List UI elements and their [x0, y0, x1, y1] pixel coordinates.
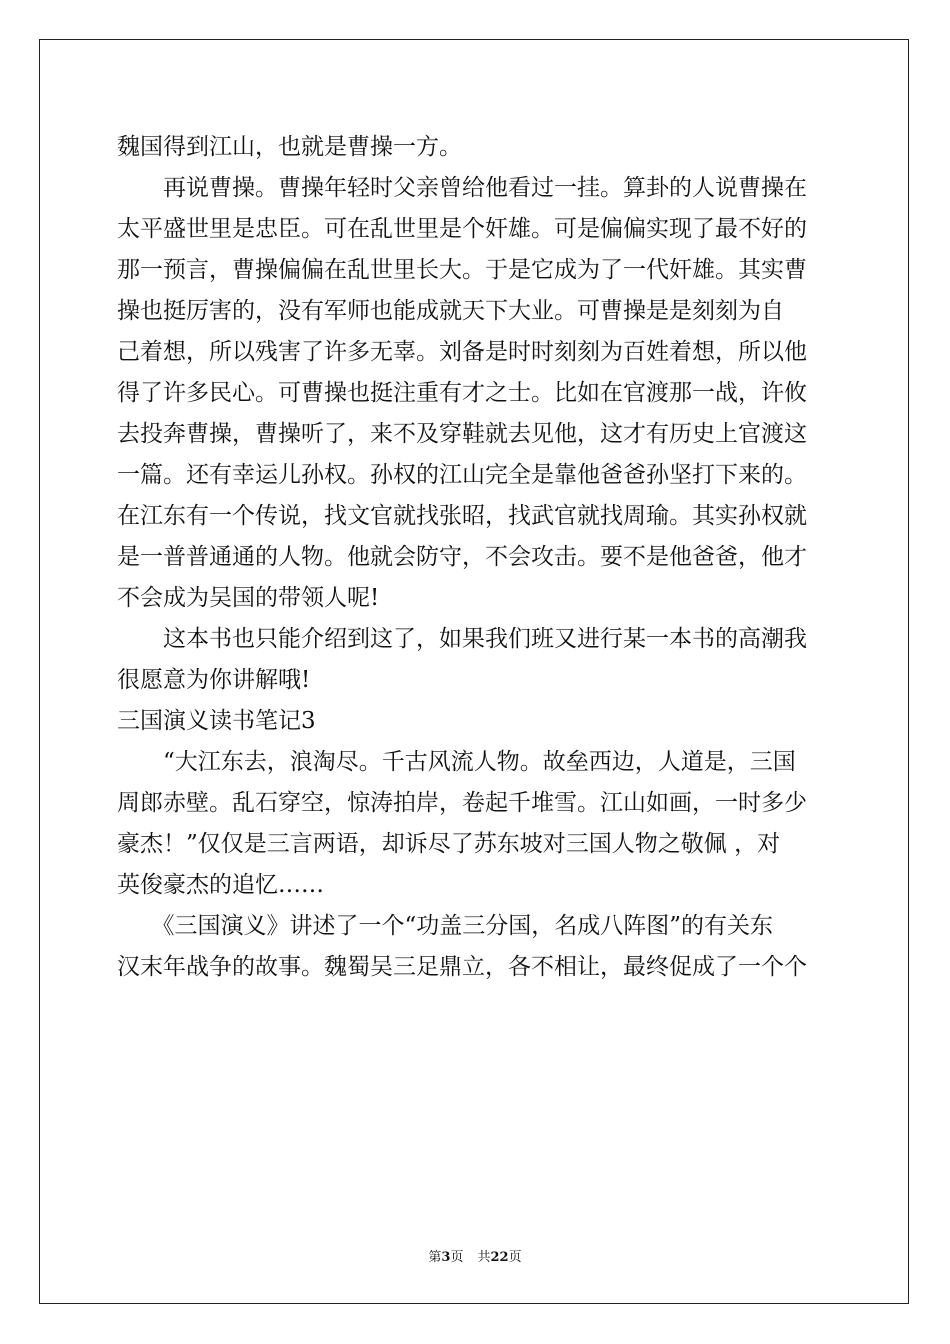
text-line: 英俊豪杰的追忆……	[117, 872, 324, 898]
text-line: 一篇。还有幸运儿孙权。孙权的江山完全是靠他爸爸孙坚打下来的。	[117, 462, 807, 488]
text-line: 太平盛世里是忠臣。可在乱世里是个奸雄。可是偏偏实现了最不好的	[117, 216, 807, 242]
page-unit: 页	[450, 1250, 464, 1265]
text-line: 己着想，所以残害了许多无辜。刘备是时时刻刻为百姓着想，所以他	[117, 339, 807, 365]
page-number: 3	[441, 1250, 451, 1265]
text-line: 很愿意为你讲解哦!	[117, 667, 311, 693]
document-body	[117, 127, 835, 988]
text-line: 去投奔曹操，曹操听了，来不及穿鞋就去见他，这才有历史上官渡这	[117, 421, 807, 447]
text-line: 豪杰！”仅仅是三言两语，却诉尽了苏东坡对三国人物之敬佩 ，对	[117, 831, 781, 857]
text-line: 《三国演义》讲述了一个“功盖三分国，名成八阵图”的有关东	[117, 913, 774, 939]
total-prefix: 共	[477, 1250, 491, 1265]
page-footer	[0, 1246, 950, 1265]
page-total: 22	[490, 1250, 509, 1265]
text-line: 得了许多民心。可曹操也挺注重有才之士。比如在官渡那一战，许攸	[117, 380, 807, 406]
section-heading: 三国演义读书笔记3	[117, 708, 316, 734]
text-line: “大江东去，浪淘尽。千古风流人物。故垒西边，人道是，三国	[117, 749, 796, 775]
text-line: 不会成为吴国的带领人呢!	[117, 585, 380, 611]
page-prefix: 第	[428, 1250, 442, 1265]
text-line: 汉末年战争的故事。魏蜀吴三足鼎立，各不相让，最终促成了一个个	[117, 954, 807, 980]
text-line: 是一普普通通的人物。他就会防守，不会攻击。要不是他爸爸，他才	[117, 544, 807, 570]
text-line: 操也挺厉害的，没有军师也能成就天下大业。可曹操是是刻刻为自	[117, 298, 784, 324]
text-line: 再说曹操。曹操年轻时父亲曾给他看过一挂。算卦的人说曹操在	[117, 175, 807, 201]
text-line: 在江东有一个传说，找文官就找张昭，找武官就找周瑜。其实孙权就	[117, 503, 807, 529]
text-line: 这本书也只能介绍到这了，如果我们班又进行某一本书的高潮我	[117, 626, 807, 652]
text-line: 那一预言，曹操偏偏在乱世里长大。于是它成为了一代奸雄。其实曹	[117, 257, 807, 283]
text-line: 周郎赤壁。乱石穿空，惊涛拍岸，卷起千堆雪。江山如画，一时多少	[117, 790, 807, 816]
total-unit: 页	[508, 1250, 522, 1265]
text-line: 魏国得到江山，也就是曹操一方。	[117, 134, 462, 160]
